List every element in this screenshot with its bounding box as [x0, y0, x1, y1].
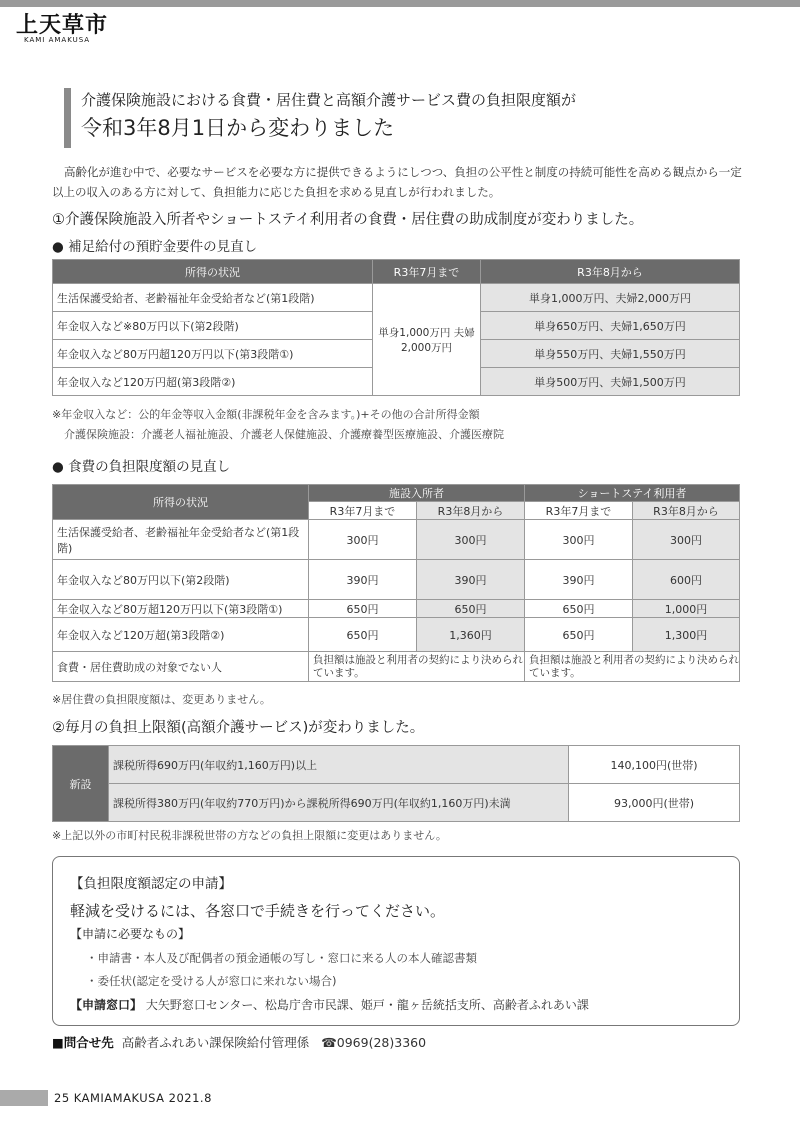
bullet-2: ・委任状(認定を受ける人が窓口に来れない場合) [86, 974, 337, 988]
t2-row3-v1: 650円 [309, 600, 417, 618]
section1-heading: ①介護保険施設入所者やショートステイ利用者の食費・居住費の助成制度が変わりました。 [52, 212, 644, 228]
bullet-1: ・申請書・本人及び配偶者の預金通帳の写し・窓口に来る人の本人確認書類 [86, 951, 477, 965]
contact-label: ■問合せ先 [52, 1035, 114, 1050]
city-logo: 上天草市 [16, 12, 109, 38]
t2-row4-v3: 650円 [525, 618, 633, 652]
t1-before-merged: 単身1,000万円 夫婦2,000万円 [373, 284, 481, 396]
sub2-heading: ● 食費の負担限度額の見直し [52, 459, 231, 475]
t2-row4-v1: 650円 [309, 618, 417, 652]
t2-row1-v2: 300円 [417, 520, 525, 560]
contact-dept: 高齢者ふれあい課保険給付管理係 [121, 1035, 310, 1050]
t2-row4-v2: 1,360円 [417, 618, 525, 652]
th2-facility: 施設入所者 [309, 485, 525, 502]
city-logo-sub: KAMI AMAKUSA [24, 36, 91, 44]
box-need: 【申請に必要なもの】 [70, 927, 191, 941]
cap-row2-label: 課税所得380万円(年収約770万円)から課税所得690万円(年収約1,160万円)未満 [109, 784, 569, 822]
top-bar [0, 0, 800, 7]
t2-row3-v3: 650円 [525, 600, 633, 618]
note1a: ※年金収入など：公的年金等収入金額(非課税年金を含みます。)+その他の合計所得金額 [52, 408, 480, 421]
t1-row3-after: 単身550万円、夫婦1,550万円 [481, 340, 740, 368]
box-lead: 軽減を受けるには、各窓口で手続きを行ってください。 [70, 902, 446, 920]
t2-row3-v4: 1,000円 [633, 600, 740, 618]
title-main: 令和3年8月1日から変わりました [81, 116, 395, 140]
th2-s-after: R3年8月から [633, 502, 740, 520]
t1-row2-after: 単身650万円、夫婦1,650万円 [481, 312, 740, 340]
t1-row1-label: 生活保護受給者、老齢福祉年金受給者など(第1段階) [53, 284, 373, 312]
t2-row1-v1: 300円 [309, 520, 417, 560]
t1-row1-after: 単身1,000万円、夫婦2,000万円 [481, 284, 740, 312]
t2-row2-v1: 390円 [309, 560, 417, 600]
cap-row1-label: 課税所得690万円(年収約1,160万円)以上 [109, 746, 569, 784]
new-label: 新設 [53, 746, 109, 822]
food-table [52, 484, 740, 682]
title-sub: 介護保険施設における食費・居住費と高額介護サービス費の負担限度額が [81, 91, 577, 109]
t2-row1-v4: 300円 [633, 520, 740, 560]
t2-last-short: 負担額は施設と利用者の契約により決められています。 [525, 652, 740, 682]
th2-f-after: R3年8月から [417, 502, 525, 520]
t1-row4-after: 単身500万円、夫婦1,500万円 [481, 368, 740, 396]
t2-row2-label: 年金収入など80万円以下(第2段階) [53, 560, 309, 600]
th2-short: ショートステイ利用者 [525, 485, 740, 502]
th-status: 所得の状況 [53, 260, 373, 284]
article-title [64, 88, 576, 148]
note3: ※上記以外の市町村民税非課税世帯の方などの負担上限額に変更はありません。 [52, 829, 447, 842]
section2-heading: ②毎月の負担上限額(高額介護サービス)が変わりました。 [52, 720, 425, 736]
cap-row2-value: 93,000円(世帯) [569, 784, 740, 822]
t2-row2-v4: 600円 [633, 560, 740, 600]
box-window [70, 996, 589, 1013]
t2-row2-v3: 390円 [525, 560, 633, 600]
cap-row1-value: 140,100円(世帯) [569, 746, 740, 784]
t1-row2-label: 年金収入など※80万円以下(第2段階) [53, 312, 373, 340]
th2-status: 所得の状況 [53, 485, 309, 520]
t2-last-label: 食費・居住費助成の対象でない人 [53, 652, 309, 682]
contact-line [52, 1033, 426, 1051]
t2-row2-v2: 390円 [417, 560, 525, 600]
t2-row3-v2: 650円 [417, 600, 525, 618]
cap-table [52, 745, 740, 822]
th2-f-before: R3年7月まで [309, 502, 417, 520]
footer-text: 25 KAMIAMAKUSA 2021.8 [54, 1091, 212, 1105]
box-title: 【負担限度額認定の申請】 [70, 876, 232, 892]
t2-row4-v4: 1,300円 [633, 618, 740, 652]
note2: ※居住費の負担限度額は、変更ありません。 [52, 693, 271, 706]
t2-row3-label: 年金収入など80万超120万円以下(第3段階①) [53, 600, 309, 618]
sub1-heading: ● 補足給付の預貯金要件の見直し [52, 239, 258, 255]
th-after: R3年8月から [481, 260, 740, 284]
th2-s-before: R3年7月まで [525, 502, 633, 520]
note1b: 介護保険施設：介護老人福祉施設、介護老人保健施設、介護療養型医療施設、介護医療院 [64, 428, 504, 441]
footer-bar [0, 1090, 48, 1106]
t1-row4-label: 年金収入など120万円超(第3段階②) [53, 368, 373, 396]
t2-row1-v3: 300円 [525, 520, 633, 560]
window-text: 大矢野窓口センター、松島庁舎市民課、姫戸・龍ヶ岳統括支所、高齢者ふれあい課 [145, 998, 589, 1012]
intro-paragraph: 高齢化が進む中で、必要なサービスを必要な方に提供できるようにしつつ、負担の公平性と制度の持続可能性を高める観点から一定以上の収入のある方に対して、負担能力に応じた負担を求める見直しが行われました。 [52, 165, 742, 199]
window-label: 【申請窓口】 [70, 998, 143, 1012]
contact-phone: ☎0969(28)3360 [321, 1035, 427, 1050]
savings-table [52, 259, 740, 396]
t1-row3-label: 年金収入など80万円超120万円以下(第3段階①) [53, 340, 373, 368]
t2-row1-label: 生活保護受給者、老齢福祉年金受給者など(第1段階) [53, 520, 309, 560]
th-before: R3年7月まで [373, 260, 481, 284]
t2-row4-label: 年金収入など120万超(第3段階②) [53, 618, 309, 652]
t2-last-facility: 負担額は施設と利用者の契約により決められています。 [309, 652, 525, 682]
